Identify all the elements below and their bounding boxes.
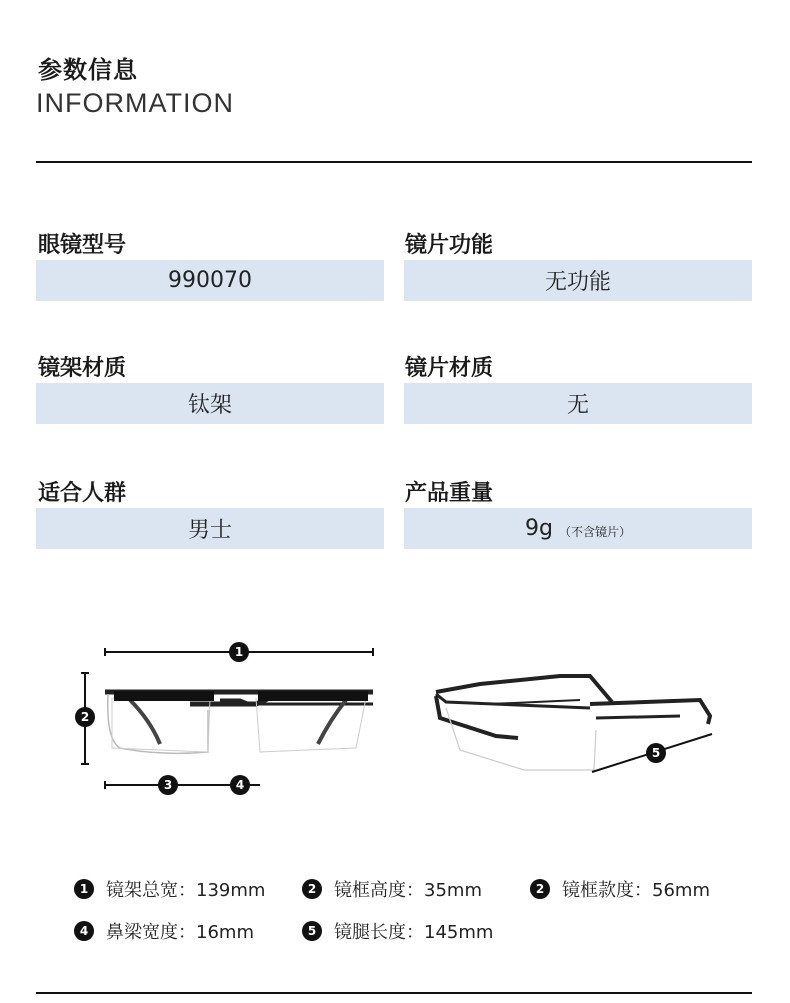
param-value-audience: 男士	[36, 508, 384, 549]
param-label-model: 眼镜型号	[38, 233, 127, 258]
param-value-weight: 9g （不含镜片）	[404, 508, 752, 549]
svg-text:2: 2	[80, 710, 90, 724]
page-title: 参数信息	[38, 56, 138, 84]
side-view-glasses	[436, 676, 712, 772]
diagram-markers	[75, 642, 666, 795]
front-view-glasses	[105, 691, 373, 753]
marker-icon: 5	[302, 921, 322, 941]
marker-icon: 2	[302, 879, 322, 899]
marker-icon: 2	[530, 879, 550, 899]
param-value-model: 990070	[36, 260, 384, 301]
spec-total-width: 1 镜架总宽：139mm	[74, 876, 302, 902]
param-label-weight: 产品重量	[405, 481, 494, 506]
bottom-divider	[36, 992, 752, 994]
glasses-diagram	[60, 620, 740, 800]
spec-row-1	[74, 876, 710, 902]
param-label-audience: 适合人群	[38, 481, 127, 506]
top-divider	[36, 161, 752, 163]
marker-icon: 4	[74, 921, 94, 941]
svg-text:3: 3	[163, 778, 173, 792]
param-label-lens-function: 镜片功能	[405, 233, 494, 258]
param-value-frame-material: 钛架	[36, 383, 384, 424]
svg-text:1: 1	[234, 645, 244, 659]
marker-icon: 1	[74, 879, 94, 899]
spec-frame-width: 2 镜框款度：56mm	[530, 876, 710, 902]
spec-temple-length: 5 镜腿长度：145mm	[302, 918, 493, 944]
param-value-lens-material: 无	[404, 383, 752, 424]
weight-note: （不含镜片）	[558, 525, 631, 539]
spec-row-2	[74, 918, 493, 944]
page-subtitle: INFORMATION	[36, 88, 234, 118]
svg-text:4: 4	[235, 778, 245, 792]
param-value-lens-function: 无功能	[404, 260, 752, 301]
spec-bridge-width: 4 鼻梁宽度：16mm	[74, 918, 302, 944]
svg-text:5: 5	[651, 746, 661, 760]
spec-frame-height: 2 镜框高度：35mm	[302, 876, 530, 902]
param-label-frame-material: 镜架材质	[38, 356, 127, 381]
param-label-lens-material: 镜片材质	[405, 356, 494, 381]
